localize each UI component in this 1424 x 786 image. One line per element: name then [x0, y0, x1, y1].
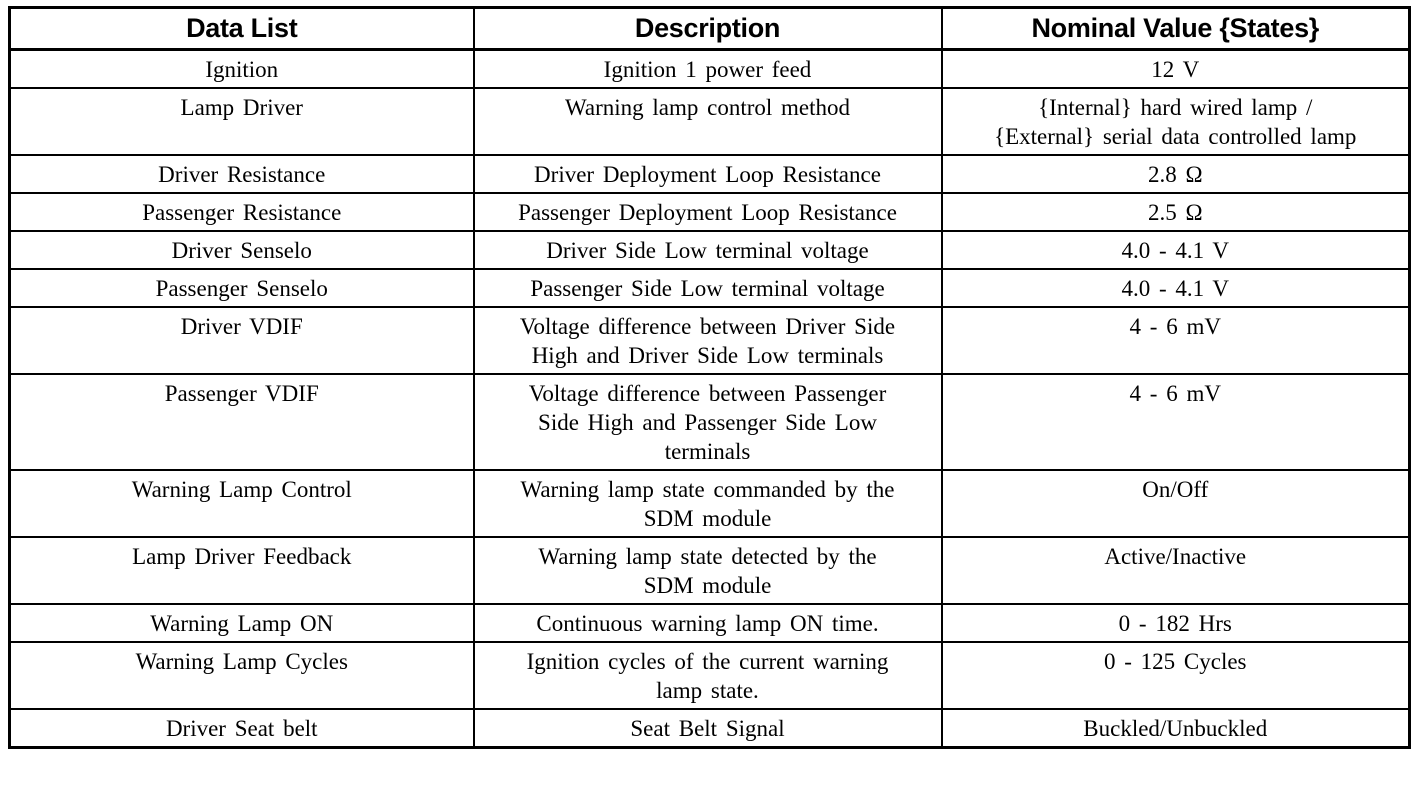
description-cell	[474, 642, 942, 709]
nominal-value-cell	[942, 193, 1410, 231]
nominal-value-line: On/Off	[1142, 477, 1209, 502]
description-cell	[474, 604, 942, 642]
data-list-cell	[10, 193, 474, 231]
header-nominal-value: Nominal Value {States}	[942, 8, 1410, 50]
table-row	[10, 604, 1410, 642]
data-list-cell	[10, 374, 474, 470]
description-line: Passenger Deployment Loop Resistance	[518, 200, 897, 225]
data-list-name: Driver Senselo	[171, 238, 312, 263]
description-line: Driver Side Low terminal voltage	[546, 238, 869, 263]
data-list-cell	[10, 470, 474, 537]
data-list-name: Lamp Driver	[180, 95, 303, 120]
nominal-value-cell	[942, 642, 1410, 709]
table-row	[10, 307, 1410, 374]
description-line: Warning lamp control method	[565, 95, 850, 120]
table-row	[10, 155, 1410, 193]
description-cell	[474, 269, 942, 307]
nominal-value-line: {Internal} hard wired lamp /	[1038, 95, 1313, 120]
nominal-value-cell	[942, 269, 1410, 307]
data-list-cell	[10, 537, 474, 604]
nominal-value-line: 0 - 125 Cycles	[1103, 649, 1247, 674]
description-line: Driver Deployment Loop Resistance	[534, 162, 881, 187]
nominal-value-line: 4.0 - 4.1 V	[1121, 276, 1230, 301]
table-row	[10, 470, 1410, 537]
nominal-value-cell	[942, 604, 1410, 642]
data-list-cell	[10, 604, 474, 642]
data-list-cell	[10, 50, 474, 89]
description-cell	[474, 374, 942, 470]
data-list-name: Warning Lamp Cycles	[135, 649, 348, 674]
data-list-name: Passenger Senselo	[155, 276, 328, 301]
description-cell	[474, 537, 942, 604]
nominal-value-line: Buckled/Unbuckled	[1083, 716, 1268, 741]
description-cell	[474, 307, 942, 374]
description-cell	[474, 50, 942, 89]
description-line: Side High and Passenger Side Low	[538, 410, 877, 435]
data-list-table	[8, 6, 1411, 749]
data-list-cell	[10, 231, 474, 269]
description-line: Ignition cycles of the current warning	[526, 649, 889, 674]
data-list-name: Driver VDIF	[180, 314, 303, 339]
data-list-cell	[10, 642, 474, 709]
data-list-sheet	[8, 6, 1411, 749]
nominal-value-line: 12 V	[1151, 57, 1200, 82]
description-line: Continuous warning lamp ON time.	[536, 611, 879, 636]
table-header	[10, 8, 1410, 50]
table-row	[10, 709, 1410, 748]
description-cell	[474, 470, 942, 537]
nominal-value-line: 4 - 6 mV	[1129, 314, 1221, 339]
description-cell	[474, 88, 942, 155]
data-list-name: Warning Lamp Control	[131, 477, 352, 502]
nominal-value-cell	[942, 374, 1410, 470]
header-data-list: Data List	[10, 8, 474, 50]
data-list-cell	[10, 88, 474, 155]
description-cell	[474, 193, 942, 231]
table-row	[10, 88, 1410, 155]
description-line: SDM module	[643, 506, 772, 531]
nominal-value-line: 0 - 182 Hrs	[1118, 611, 1232, 636]
data-list-name: Warning Lamp ON	[150, 611, 334, 636]
data-list-name: Passenger VDIF	[164, 381, 319, 406]
description-line: lamp state.	[656, 678, 759, 703]
nominal-value-line: Active/Inactive	[1104, 544, 1247, 569]
data-list-name: Driver Resistance	[158, 162, 326, 187]
nominal-value-cell	[942, 231, 1410, 269]
data-list-cell	[10, 269, 474, 307]
table-row	[10, 269, 1410, 307]
nominal-value-cell	[942, 50, 1410, 89]
description-line: Passenger Side Low terminal voltage	[530, 276, 885, 301]
data-list-cell	[10, 155, 474, 193]
description-line: SDM module	[643, 573, 772, 598]
nominal-value-cell	[942, 155, 1410, 193]
nominal-value-line: 2.8 Ω	[1147, 162, 1203, 187]
data-list-name: Passenger Resistance	[142, 200, 342, 225]
nominal-value-cell	[942, 537, 1410, 604]
data-list-name: Ignition	[205, 57, 279, 82]
table-body	[10, 50, 1410, 748]
header-row	[10, 8, 1410, 50]
nominal-value-cell	[942, 88, 1410, 155]
nominal-value-line: 4.0 - 4.1 V	[1121, 238, 1230, 263]
description-line: Voltage difference between Passenger	[528, 381, 887, 406]
description-cell	[474, 231, 942, 269]
nominal-value-cell	[942, 470, 1410, 537]
data-list-cell	[10, 709, 474, 748]
description-line: Voltage difference between Driver Side	[519, 314, 896, 339]
description-line: Seat Belt Signal	[630, 716, 785, 741]
description-line: Warning lamp state commanded by the	[520, 477, 895, 502]
table-row	[10, 50, 1410, 89]
description-line: High and Driver Side Low terminals	[531, 343, 884, 368]
description-line: Warning lamp state detected by the	[538, 544, 877, 569]
header-description: Description	[474, 8, 942, 50]
nominal-value-line: 4 - 6 mV	[1129, 381, 1221, 406]
data-list-name: Lamp Driver Feedback	[132, 544, 352, 569]
nominal-value-line: 2.5 Ω	[1147, 200, 1203, 225]
nominal-value-cell	[942, 709, 1410, 748]
table-row	[10, 231, 1410, 269]
data-list-cell	[10, 307, 474, 374]
description-line: Ignition 1 power feed	[603, 57, 812, 82]
description-cell	[474, 155, 942, 193]
table-row	[10, 374, 1410, 470]
description-cell	[474, 709, 942, 748]
nominal-value-cell	[942, 307, 1410, 374]
description-line: terminals	[664, 439, 751, 464]
nominal-value-line: {External} serial data controlled lamp	[994, 124, 1357, 149]
table-row	[10, 537, 1410, 604]
table-row	[10, 193, 1410, 231]
data-list-name: Driver Seat belt	[165, 716, 318, 741]
table-row	[10, 642, 1410, 709]
